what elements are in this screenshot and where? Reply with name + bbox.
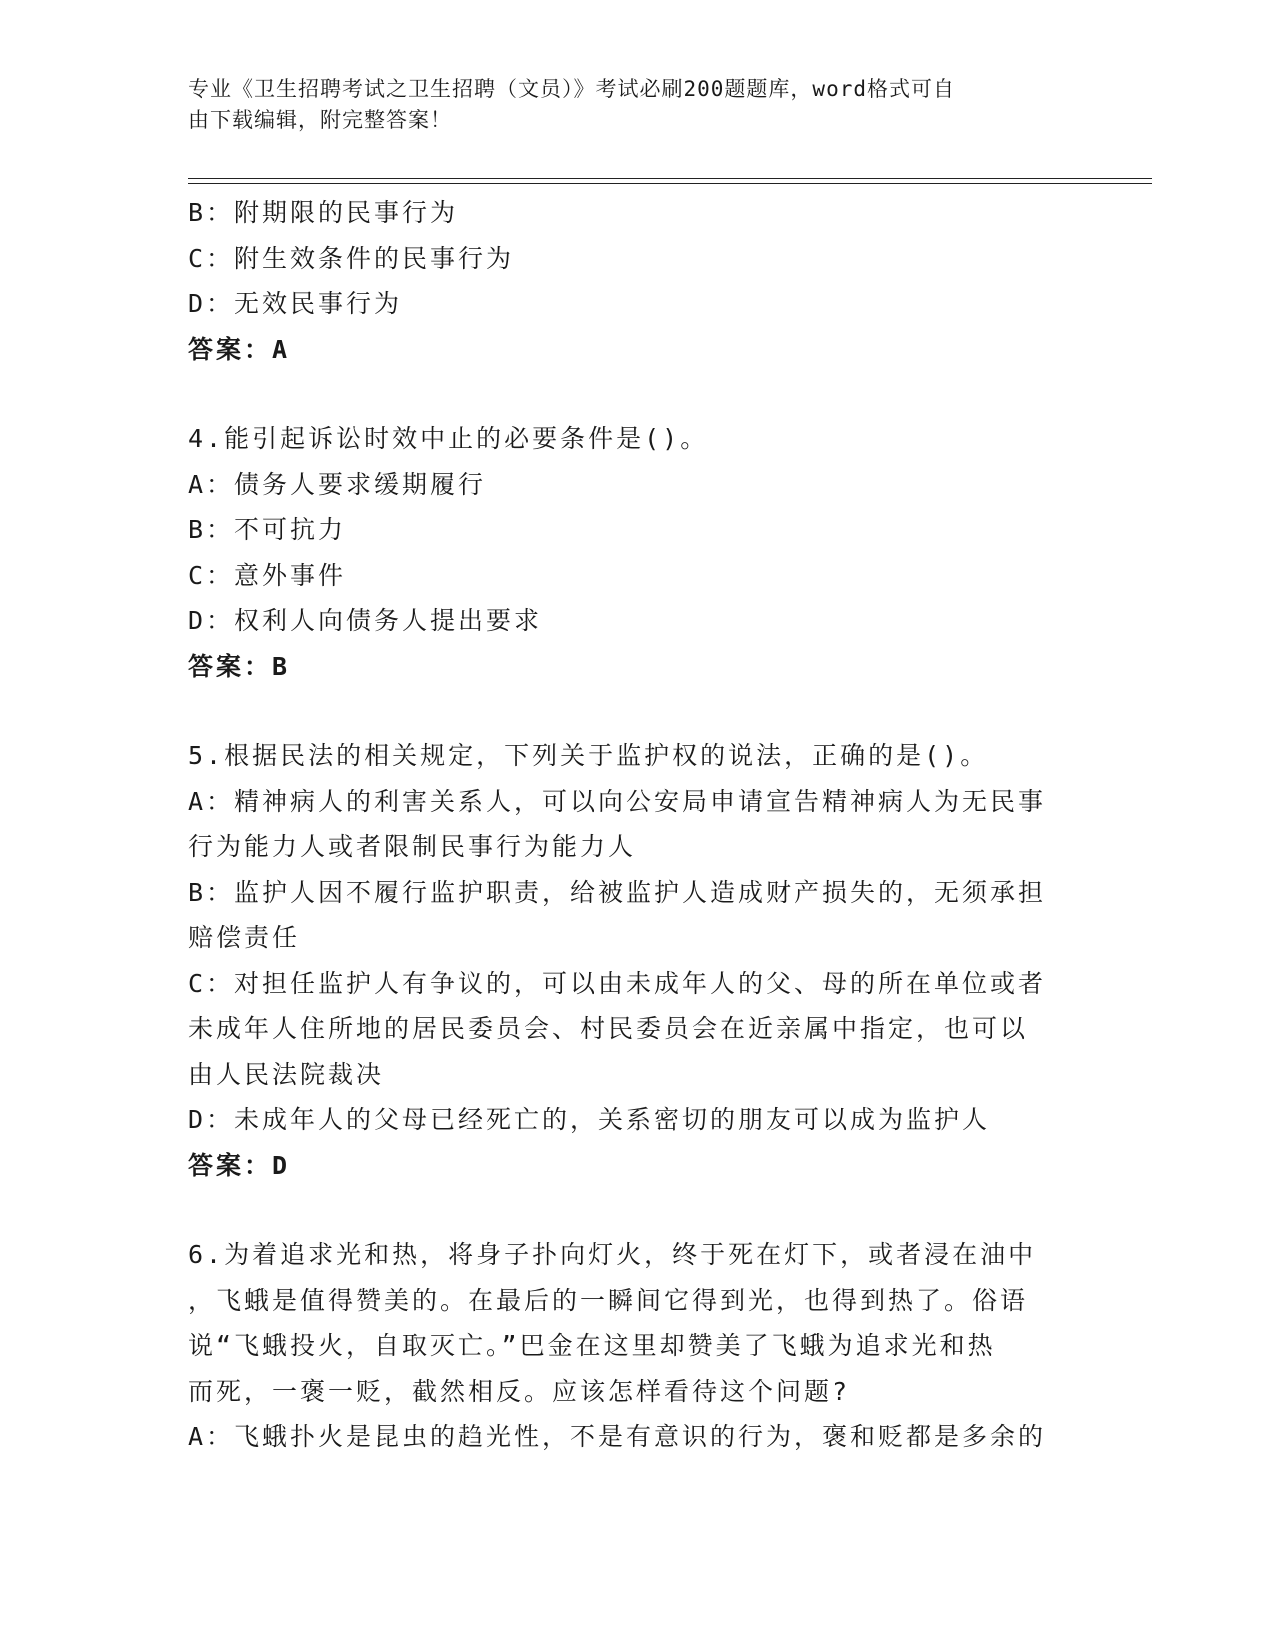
option-d: D：未成年人的父母已经死亡的，关系密切的朋友可以成为监护人 (188, 1105, 991, 1134)
option-c: C：意外事件 (188, 560, 347, 590)
option-b: B：附期限的民事行为 (188, 198, 459, 227)
question-text: 5.根据民法的相关规定，下列关于监护权的说法，正确的是()。 (188, 741, 989, 770)
option-a: A：债务人要求缓期履行 (188, 469, 487, 499)
question-3-block (188, 190, 1078, 372)
header-line: 专业《卫生招聘考试之卫生招聘（文员）》考试必刷200题题库，word格式可自 (188, 77, 955, 101)
option-c-cont: 未成年人住所地的居民委员会、村民委员会在近亲属中指定，也可以 (188, 1014, 1029, 1043)
answer-label: 答案：B (188, 651, 291, 681)
question-text-cont: 说“飞蛾投火，自取灭亡。”巴金在这里却赞美了飞蛾为追求光和热 (188, 1331, 996, 1360)
option-c: C：对担任监护人有争议的，可以由未成年人的父、母的所在单位或者 (188, 968, 1047, 998)
option-d: D：无效民事行为 (188, 289, 403, 318)
question-6-block (188, 1232, 1078, 1460)
option-c-cont: 由人民法院裁决 (188, 1059, 385, 1089)
answer-label: 答案：A (188, 334, 291, 364)
header-line: 由下载编辑，附完整答案！ (188, 108, 452, 132)
option-c: C：附生效条件的民事行为 (188, 243, 515, 273)
question-text: 6.为着追求光和热，将身子扑向灯火，终于死在灯下，或者浸在油中 (188, 1240, 1037, 1269)
option-a: A：精神病人的利害关系人，可以向公安局申请宣告精神病人为无民事 (188, 786, 1047, 816)
option-d: D：权利人向债务人提出要求 (188, 606, 543, 635)
spacer (188, 372, 1078, 416)
spacer (188, 1188, 1078, 1232)
question-4-block (188, 416, 1078, 689)
option-b: B：不可抗力 (188, 515, 347, 544)
question-text-cont: ，飞蛾是值得赞美的。在最后的一瞬间它得到光，也得到热了。俗语 (188, 1285, 1029, 1315)
option-b-cont: 赔偿责任 (188, 923, 301, 952)
document-header (188, 74, 1068, 136)
option-a-cont: 行为能力人或者限制民事行为能力人 (188, 832, 637, 861)
header-divider (188, 178, 1152, 184)
answer-label: 答案：D (188, 1150, 291, 1180)
option-a: A：飞蛾扑火是昆虫的趋光性，不是有意识的行为，褒和贬都是多余的 (188, 1422, 1047, 1451)
question-text-cont: 而死，一褒一贬，截然相反。应该怎样看待这个问题? (188, 1376, 851, 1406)
question-5-block (188, 733, 1078, 1188)
question-list (188, 190, 1078, 1460)
option-b: B：监护人因不履行监护职责，给被监护人造成财产损失的，无须承担 (188, 877, 1047, 907)
question-text: 4.能引起诉讼时效中止的必要条件是()。 (188, 424, 709, 453)
spacer (188, 689, 1078, 733)
